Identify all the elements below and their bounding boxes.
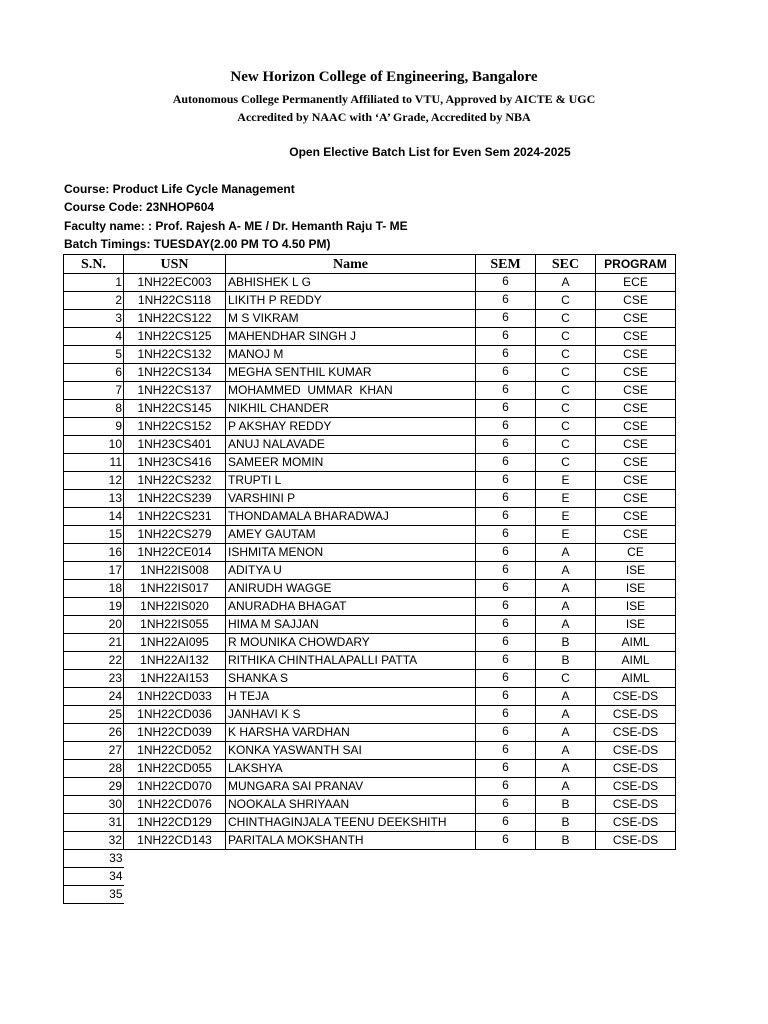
cell-sem: 6	[476, 580, 536, 598]
course-code: Course Code: 23NHOP604	[64, 200, 215, 214]
table-row	[64, 598, 676, 616]
cell-sec: C	[536, 436, 596, 454]
cell-sem: 6	[476, 418, 536, 436]
cell-sn: 20	[64, 616, 124, 634]
cell-program: AIML	[596, 634, 676, 652]
cell-sn: 16	[64, 544, 124, 562]
cell-program: CSE	[596, 328, 676, 346]
cell-name: VARSHINI P	[226, 490, 476, 508]
cell-sem: 6	[476, 832, 536, 850]
cell-sn: 1	[64, 274, 124, 292]
cell-sem: 6	[476, 364, 536, 382]
empty-cell	[124, 850, 676, 868]
cell-usn: 1NH23CS401	[124, 436, 226, 454]
cell-sec: A	[536, 688, 596, 706]
cell-sec: C	[536, 364, 596, 382]
table-row	[64, 292, 676, 310]
cell-sec: A	[536, 742, 596, 760]
cell-name: TRUPTI L	[226, 472, 476, 490]
cell-usn: 1NH22IS017	[124, 580, 226, 598]
cell-sem: 6	[476, 382, 536, 400]
cell-usn: 1NH22CS152	[124, 418, 226, 436]
cell-program: CSE	[596, 490, 676, 508]
cell-sn: 29	[64, 778, 124, 796]
cell-name: ABHISHEK L G	[226, 274, 476, 292]
cell-usn: 1NH22CE014	[124, 544, 226, 562]
cell-sn: 8	[64, 400, 124, 418]
cell-sem: 6	[476, 616, 536, 634]
table-row	[64, 796, 676, 814]
table-row	[64, 562, 676, 580]
cell-usn: 1NH22AI095	[124, 634, 226, 652]
cell-name: K HARSHA VARDHAN	[226, 724, 476, 742]
cell-usn: 1NH22CS137	[124, 382, 226, 400]
cell-sn: 5	[64, 346, 124, 364]
cell-sec: A	[536, 724, 596, 742]
cell-sn: 35	[64, 886, 124, 904]
cell-sn: 23	[64, 670, 124, 688]
table-row	[64, 580, 676, 598]
cell-sec: C	[536, 346, 596, 364]
cell-sem: 6	[476, 706, 536, 724]
affiliation-line: Autonomous College Permanently Affiliated to VTU, Approved by AICTE & UGC	[172, 92, 596, 106]
cell-usn: 1NH22CS118	[124, 292, 226, 310]
cell-program: CSE-DS	[596, 760, 676, 778]
cell-sn: 34	[64, 868, 124, 886]
header-name: Name	[226, 255, 476, 274]
header-sem: SEM	[476, 255, 536, 274]
cell-sem: 6	[476, 346, 536, 364]
table-row	[64, 742, 676, 760]
empty-cell	[124, 868, 676, 886]
table-row	[64, 526, 676, 544]
cell-program: CSE	[596, 508, 676, 526]
table-row	[64, 670, 676, 688]
cell-sn: 33	[64, 850, 124, 868]
table-header-row	[64, 255, 676, 274]
cell-sec: A	[536, 598, 596, 616]
cell-name: RITHIKA CHINTHALAPALLI PATTA	[226, 652, 476, 670]
cell-sn: 11	[64, 454, 124, 472]
cell-program: CSE	[596, 454, 676, 472]
table-row	[64, 418, 676, 436]
cell-sem: 6	[476, 562, 536, 580]
cell-sec: C	[536, 400, 596, 418]
cell-program: CSE	[596, 346, 676, 364]
cell-usn: 1NH23CS416	[124, 454, 226, 472]
table-row	[64, 814, 676, 832]
cell-name: HIMA M SAJJAN	[226, 616, 476, 634]
table-row	[64, 832, 676, 850]
cell-sem: 6	[476, 400, 536, 418]
cell-program: CSE	[596, 526, 676, 544]
cell-name: MAHENDHAR SINGH J	[226, 328, 476, 346]
cell-name: MANOJ M	[226, 346, 476, 364]
cell-name: ANURADHA BHAGAT	[226, 598, 476, 616]
cell-usn: 1NH22IS020	[124, 598, 226, 616]
cell-name: PARITALA MOKSHANTH	[226, 832, 476, 850]
cell-sn: 17	[64, 562, 124, 580]
cell-sn: 2	[64, 292, 124, 310]
cell-program: CSE	[596, 310, 676, 328]
cell-program: ISE	[596, 598, 676, 616]
cell-sn: 25	[64, 706, 124, 724]
cell-sec: C	[536, 670, 596, 688]
cell-sem: 6	[476, 724, 536, 742]
cell-sec: B	[536, 652, 596, 670]
cell-sem: 6	[476, 778, 536, 796]
cell-program: CSE	[596, 436, 676, 454]
cell-sn: 12	[64, 472, 124, 490]
cell-program: AIML	[596, 670, 676, 688]
cell-name: JANHAVI K S	[226, 706, 476, 724]
cell-program: CE	[596, 544, 676, 562]
cell-name: THONDAMALA BHARADWAJ	[226, 508, 476, 526]
cell-usn: 1NH22CS231	[124, 508, 226, 526]
table-row-empty	[64, 850, 676, 868]
cell-sem: 6	[476, 544, 536, 562]
cell-program: ISE	[596, 580, 676, 598]
college-name: New Horizon College of Engineering, Bangalore	[230, 69, 538, 85]
cell-name: MOHAMMED UMMAR KHAN	[226, 382, 476, 400]
cell-usn: 1NH22CS122	[124, 310, 226, 328]
cell-sec: E	[536, 526, 596, 544]
cell-program: CSE	[596, 418, 676, 436]
cell-name: MUNGARA SAI PRANAV	[226, 778, 476, 796]
cell-sec: A	[536, 616, 596, 634]
cell-sn: 14	[64, 508, 124, 526]
header-program: PROGRAM	[596, 255, 676, 274]
table-row	[64, 778, 676, 796]
cell-sec: A	[536, 562, 596, 580]
cell-program: CSE-DS	[596, 796, 676, 814]
table-row	[64, 544, 676, 562]
cell-name: LIKITH P REDDY	[226, 292, 476, 310]
cell-name: NOOKALA SHRIYAAN	[226, 796, 476, 814]
table-row	[64, 634, 676, 652]
table-row	[64, 382, 676, 400]
cell-sec: C	[536, 328, 596, 346]
cell-sec: A	[536, 544, 596, 562]
table-row	[64, 436, 676, 454]
cell-usn: 1NH22CS134	[124, 364, 226, 382]
cell-sem: 6	[476, 688, 536, 706]
table-row	[64, 274, 676, 292]
student-batch-table	[63, 254, 676, 904]
cell-usn: 1NH22AI132	[124, 652, 226, 670]
cell-usn: 1NH22CD143	[124, 832, 226, 850]
cell-program: ISE	[596, 562, 676, 580]
cell-program: CSE-DS	[596, 778, 676, 796]
cell-sem: 6	[476, 292, 536, 310]
table-row	[64, 706, 676, 724]
cell-sec: C	[536, 418, 596, 436]
table-row	[64, 310, 676, 328]
cell-sec: A	[536, 706, 596, 724]
cell-usn: 1NH22EC003	[124, 274, 226, 292]
cell-program: CSE-DS	[596, 688, 676, 706]
cell-sem: 6	[476, 310, 536, 328]
cell-name: CHINTHAGINJALA TEENU DEEKSHITH	[226, 814, 476, 832]
cell-sn: 19	[64, 598, 124, 616]
faculty-name: Faculty name: : Prof. Rajesh A- ME / Dr. Hemanth Raju T- ME	[64, 219, 408, 233]
cell-name: SAMEER MOMIN	[226, 454, 476, 472]
cell-name: M S VIKRAM	[226, 310, 476, 328]
cell-usn: 1NH22CS239	[124, 490, 226, 508]
cell-sec: A	[536, 580, 596, 598]
cell-program: CSE-DS	[596, 724, 676, 742]
cell-sn: 28	[64, 760, 124, 778]
cell-sn: 21	[64, 634, 124, 652]
cell-sn: 7	[64, 382, 124, 400]
empty-cell	[124, 886, 676, 904]
cell-usn: 1NH22CD033	[124, 688, 226, 706]
cell-sec: E	[536, 508, 596, 526]
cell-program: CSE-DS	[596, 742, 676, 760]
table-row	[64, 472, 676, 490]
cell-sem: 6	[476, 490, 536, 508]
cell-usn: 1NH22CS125	[124, 328, 226, 346]
cell-program: CSE-DS	[596, 832, 676, 850]
table-row	[64, 490, 676, 508]
cell-program: CSE	[596, 400, 676, 418]
cell-sn: 9	[64, 418, 124, 436]
cell-sec: C	[536, 454, 596, 472]
cell-name: AMEY GAUTAM	[226, 526, 476, 544]
cell-sem: 6	[476, 274, 536, 292]
cell-name: P AKSHAY REDDY	[226, 418, 476, 436]
cell-name: ANUJ NALAVADE	[226, 436, 476, 454]
cell-program: CSE-DS	[596, 814, 676, 832]
cell-usn: 1NH22CS232	[124, 472, 226, 490]
cell-sn: 4	[64, 328, 124, 346]
cell-sn: 26	[64, 724, 124, 742]
cell-program: ECE	[596, 274, 676, 292]
table-row	[64, 364, 676, 382]
cell-program: CSE	[596, 364, 676, 382]
cell-sec: A	[536, 778, 596, 796]
cell-usn: 1NH22CD055	[124, 760, 226, 778]
cell-name: LAKSHYA	[226, 760, 476, 778]
table-row	[64, 616, 676, 634]
cell-program: CSE	[596, 472, 676, 490]
cell-sem: 6	[476, 814, 536, 832]
table-row	[64, 508, 676, 526]
cell-name: KONKA YASWANTH SAI	[226, 742, 476, 760]
cell-sec: C	[536, 382, 596, 400]
cell-sec: C	[536, 310, 596, 328]
cell-sem: 6	[476, 472, 536, 490]
table-row	[64, 760, 676, 778]
accreditation-line: Accredited by NAAC with ‘A’ Grade, Accredited by NBA	[237, 110, 531, 124]
cell-usn: 1NH22CD036	[124, 706, 226, 724]
header-sec: SEC	[536, 255, 596, 274]
cell-sn: 3	[64, 310, 124, 328]
table-row	[64, 328, 676, 346]
table-row	[64, 688, 676, 706]
cell-sn: 22	[64, 652, 124, 670]
cell-usn: 1NH22CD129	[124, 814, 226, 832]
cell-sn: 27	[64, 742, 124, 760]
cell-sec: C	[536, 292, 596, 310]
cell-sec: E	[536, 490, 596, 508]
cell-sem: 6	[476, 526, 536, 544]
cell-usn: 1NH22AI153	[124, 670, 226, 688]
cell-usn: 1NH22CD052	[124, 742, 226, 760]
table-row	[64, 724, 676, 742]
cell-program: CSE	[596, 382, 676, 400]
cell-name: ANIRUDH WAGGE	[226, 580, 476, 598]
cell-name: ADITYA U	[226, 562, 476, 580]
table-row-empty	[64, 886, 676, 904]
cell-name: R MOUNIKA CHOWDARY	[226, 634, 476, 652]
cell-name: MEGHA SENTHIL KUMAR	[226, 364, 476, 382]
cell-sem: 6	[476, 652, 536, 670]
cell-program: AIML	[596, 652, 676, 670]
batch-list-title: Open Elective Batch List for Even Sem 2024-2025	[289, 145, 571, 159]
cell-name: SHANKA S	[226, 670, 476, 688]
cell-sn: 31	[64, 814, 124, 832]
table-row	[64, 652, 676, 670]
table-row-empty	[64, 868, 676, 886]
table-row	[64, 346, 676, 364]
cell-usn: 1NH22IS055	[124, 616, 226, 634]
cell-sn: 6	[64, 364, 124, 382]
cell-sec: A	[536, 274, 596, 292]
cell-program: CSE	[596, 292, 676, 310]
table-row	[64, 400, 676, 418]
cell-sec: B	[536, 832, 596, 850]
cell-sem: 6	[476, 670, 536, 688]
cell-sem: 6	[476, 328, 536, 346]
header-usn: USN	[124, 255, 226, 274]
cell-sem: 6	[476, 454, 536, 472]
cell-sn: 13	[64, 490, 124, 508]
cell-sn: 10	[64, 436, 124, 454]
cell-program: CSE-DS	[596, 706, 676, 724]
cell-name: ISHMITA MENON	[226, 544, 476, 562]
cell-sn: 32	[64, 832, 124, 850]
table-row	[64, 454, 676, 472]
cell-sn: 30	[64, 796, 124, 814]
cell-sec: A	[536, 760, 596, 778]
cell-usn: 1NH22CS279	[124, 526, 226, 544]
cell-sem: 6	[476, 634, 536, 652]
batch-timings: Batch Timings: TUESDAY(2.00 PM TO 4.50 PM)	[64, 237, 331, 251]
course-name: Course: Product Life Cycle Management	[64, 182, 295, 196]
cell-sem: 6	[476, 742, 536, 760]
cell-program: ISE	[596, 616, 676, 634]
cell-name: NIKHIL CHANDER	[226, 400, 476, 418]
cell-sn: 15	[64, 526, 124, 544]
cell-sem: 6	[476, 436, 536, 454]
cell-usn: 1NH22CD039	[124, 724, 226, 742]
cell-usn: 1NH22CD076	[124, 796, 226, 814]
cell-sn: 18	[64, 580, 124, 598]
cell-sn: 24	[64, 688, 124, 706]
cell-usn: 1NH22CS145	[124, 400, 226, 418]
cell-sem: 6	[476, 598, 536, 616]
cell-sec: B	[536, 796, 596, 814]
cell-sec: B	[536, 634, 596, 652]
cell-sem: 6	[476, 508, 536, 526]
cell-sem: 6	[476, 796, 536, 814]
header-sn: S.N.	[64, 255, 124, 274]
cell-sec: B	[536, 814, 596, 832]
cell-usn: 1NH22IS008	[124, 562, 226, 580]
cell-usn: 1NH22CS132	[124, 346, 226, 364]
cell-sec: E	[536, 472, 596, 490]
cell-sem: 6	[476, 760, 536, 778]
cell-usn: 1NH22CD070	[124, 778, 226, 796]
cell-name: H TEJA	[226, 688, 476, 706]
